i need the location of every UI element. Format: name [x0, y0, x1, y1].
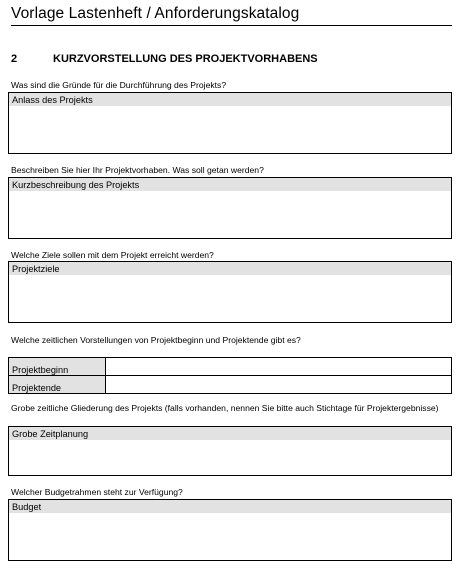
document-title: Vorlage Lastenheft / Anforderungskatalog [11, 5, 452, 26]
section-heading [11, 53, 318, 65]
field-label-rough-schedule: Grobe Zeitplanung [9, 427, 451, 440]
field-label-project-goals: Projektziele [9, 262, 451, 275]
question-timeline: Welche zeitlichen Vorstellungen von Projektbeginn und Projektende gibt es? [11, 335, 301, 345]
field-label-project-reason: Anlass des Projekts [9, 93, 451, 106]
section-number: 2 [11, 53, 18, 65]
question-reasons: Was sind die Gründe für die Durchführung des Projekts? [11, 80, 227, 90]
question-goals: Welche Ziele sollen mit dem Projekt erreicht werden? [11, 250, 214, 260]
field-project-start[interactable] [106, 358, 452, 376]
label-project-start: Projektbeginn [9, 358, 106, 376]
question-description: Beschreiben Sie hier Ihr Projektvorhaben. Was soll getan werden? [11, 165, 264, 175]
field-project-end[interactable] [106, 376, 452, 394]
table-row [9, 358, 452, 376]
field-rough-schedule[interactable] [8, 426, 452, 476]
section-title: KURZVORSTELLUNG DES PROJEKTVORHABENS [53, 53, 318, 65]
label-project-end: Projektende [9, 376, 106, 394]
field-project-description[interactable] [8, 177, 452, 239]
field-project-goals[interactable] [8, 261, 452, 323]
field-project-reason[interactable] [8, 92, 452, 154]
field-label-project-description: Kurzbeschreibung des Projekts [9, 178, 451, 191]
question-schedule: Grobe zeitliche Gliederung des Projekts (falls vorhanden, nennen Sie bitte auch Stichtage für Projektergebnisse) [11, 403, 439, 413]
field-label-budget: Budget [9, 500, 451, 513]
dates-table [8, 357, 452, 394]
table-row [9, 376, 452, 394]
field-budget[interactable] [8, 499, 452, 561]
question-budget: Welcher Budgetrahmen steht zur Verfügung? [11, 487, 183, 497]
